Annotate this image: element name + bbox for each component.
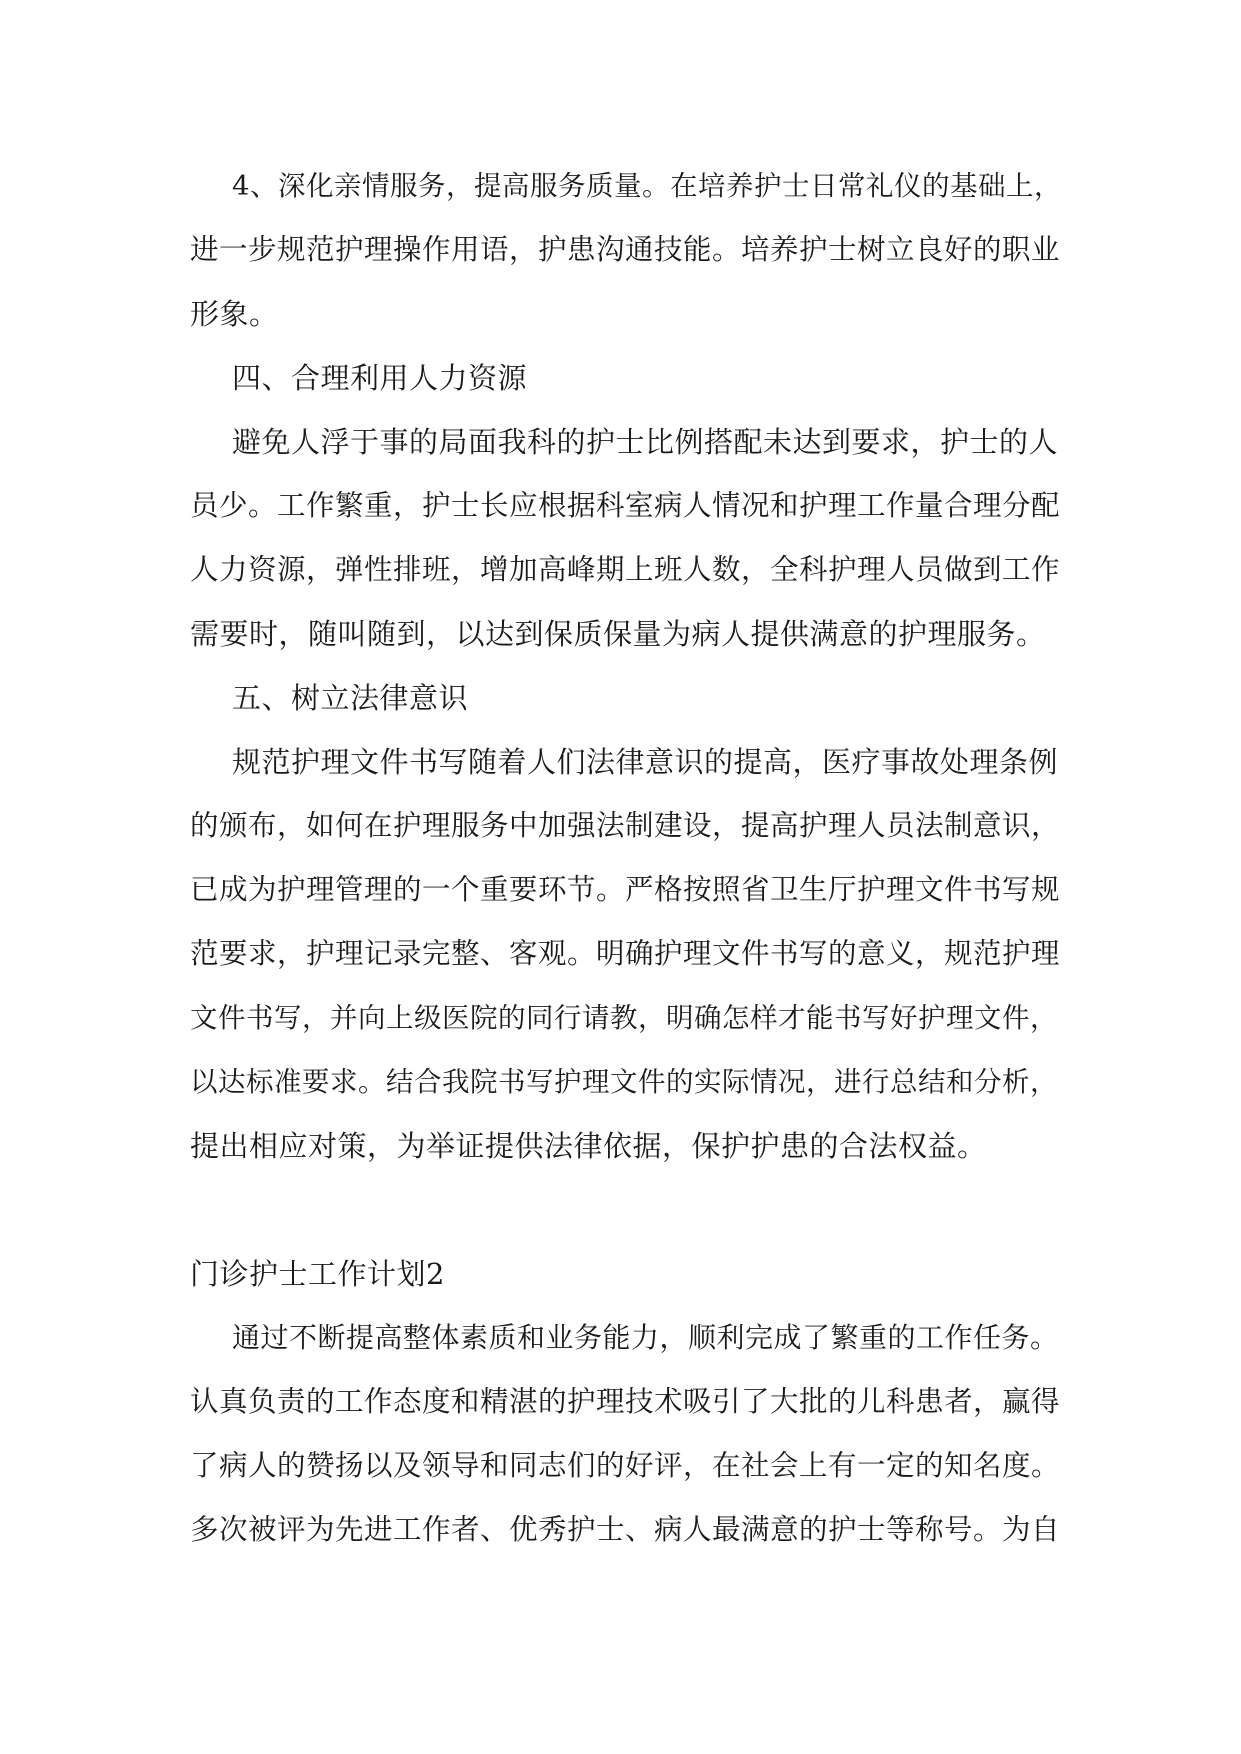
text-line: 通过不断提高整体素质和业务能力，顺利完成了繁重的工作任务。 [232,1321,1059,1354]
text-line: 规范护理文件书写随着人们法律意识的提高，医疗事故处理条例 [232,745,1059,779]
text-line: 进一步规范护理操作用语，护患沟通技能。培养护士树立良好的职业 [190,233,1061,266]
text-line: 的颁布，如何在护理服务中加强法制建设，提高护理人员法制意识， [190,809,1061,842]
text-line: 需要时，随叫随到，以达到保质保量为病人提供满意的护理服务。 [190,617,1046,651]
text-line: 了病人的赞扬以及领导和同志们的好评，在社会上有一定的知名度。 [190,1449,1061,1482]
text-line: 人力资源，弹性排班，增加高峰期上班人数，全科护理人员做到工作 [190,553,1061,586]
text-line: 提出相应对策，为举证提供法律依据，保护护患的合法权益。 [190,1129,987,1163]
text-line: 员少。工作繁重，护士长应根据科室病人情况和护理工作量合理分配 [190,489,1061,522]
text-line: 范要求，护理记录完整、客观。明确护理文件书写的意义，规范护理 [190,937,1061,970]
text-line: 形象。 [190,297,279,331]
text-line: 4、深化亲情服务，提高服务质量。在培养护士日常礼仪的基础上， [232,170,1062,202]
section-heading: 四、合理利用人力资源 [232,361,528,395]
text-line: 已成为护理管理的一个重要环节。严格按照省卫生厅护理文件书写规 [190,873,1061,906]
text-line: 文件书写，并向上级医院的同行请教，明确怎样才能书写好护理文件， [190,1002,1058,1034]
section-heading: 五、树立法律意识 [232,681,469,715]
text-line: 避免人浮于事的局面我科的护士比例搭配未达到要求，护士的人 [232,425,1059,459]
text-line: 认真负责的工作态度和精湛的护理技术吸引了大批的儿科患者，赢得 [190,1385,1061,1418]
text-line: 以达标准要求。结合我院书写护理文件的实际情况，进行总结和分析， [190,1066,1058,1098]
text-line: 多次被评为先进工作者、优秀护士、病人最满意的护士等称号。为自 [190,1513,1061,1546]
document-title: 门诊护士工作计划2 [190,1257,445,1291]
